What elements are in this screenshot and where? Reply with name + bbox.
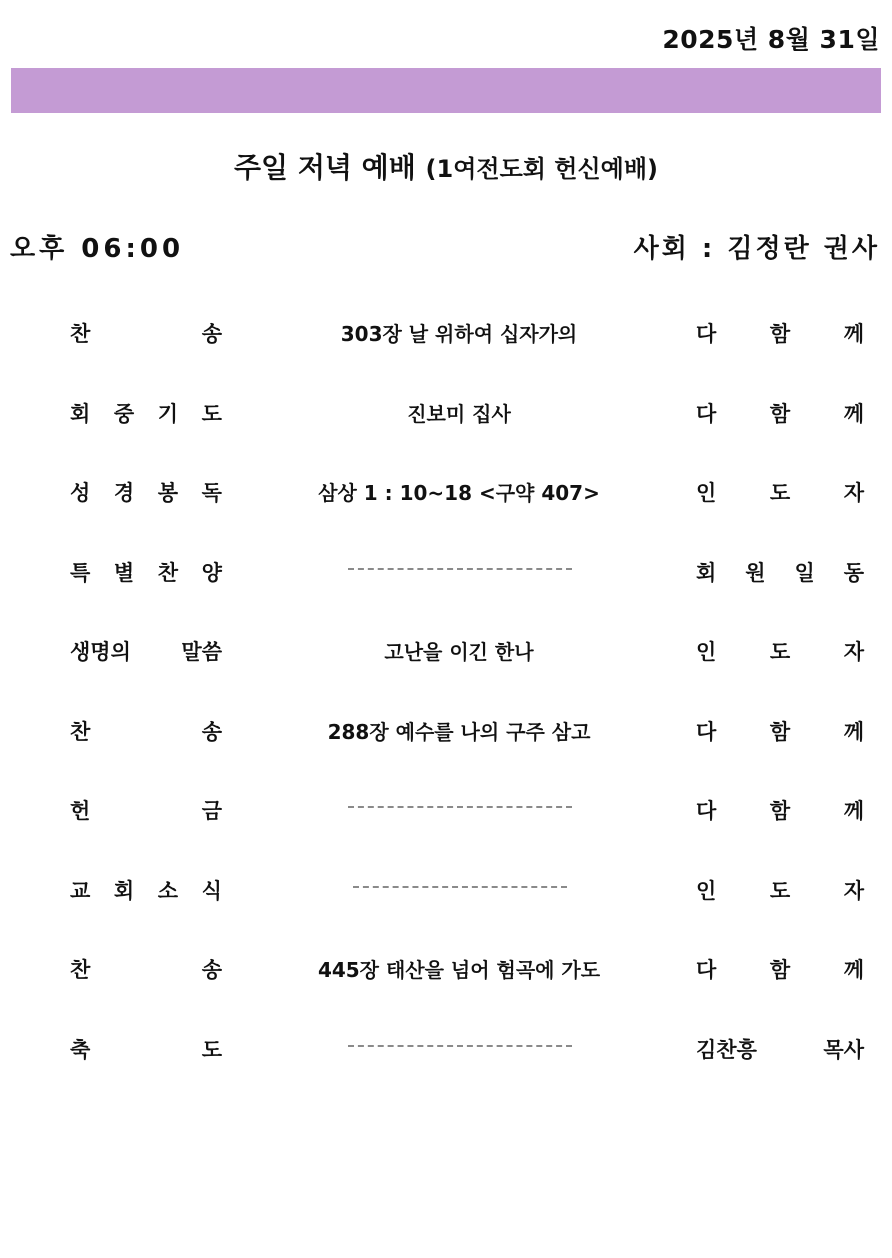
- item-label-part: 축: [70, 1037, 91, 1062]
- item-leader-part: 다: [696, 719, 717, 744]
- item-leader: [696, 795, 864, 825]
- item-leader-part: 목사: [823, 1037, 864, 1062]
- item-leader-part: 함: [769, 799, 791, 823]
- item-leader: [696, 954, 864, 984]
- item-label: [70, 954, 222, 984]
- page-title: [0, 146, 892, 186]
- item-leader: [696, 716, 864, 746]
- item-content: 288장 예수를 나의 구주 삼고: [327, 719, 591, 744]
- item-label-part: 찬: [70, 958, 91, 982]
- item-leader-part: 자: [843, 878, 864, 903]
- item-leader-part: 다: [696, 958, 717, 982]
- worship-item-row: [0, 549, 892, 589]
- item-content: 303장 날 위하여 십자가의: [340, 322, 578, 346]
- item-leader-part: 다: [696, 401, 717, 426]
- item-content: 진보미 집사: [407, 401, 511, 426]
- item-label-part: 특: [70, 560, 91, 585]
- item-label: [70, 398, 222, 428]
- item-label: [70, 636, 222, 666]
- item-leader: [696, 557, 864, 587]
- item-label-part: 헌: [70, 799, 91, 823]
- item-label: [70, 875, 222, 905]
- item-leader: [696, 875, 864, 905]
- item-label-part: 기: [157, 401, 179, 426]
- item-leader-part: 인: [696, 640, 717, 664]
- item-label-part: 회: [70, 401, 91, 426]
- item-label-part: 회: [113, 878, 135, 903]
- item-leader-part: 회: [696, 560, 717, 585]
- worship-item-row: [0, 390, 892, 430]
- item-leader: [696, 636, 864, 666]
- item-label-part: 도: [201, 1037, 222, 1062]
- item-label: [70, 716, 222, 746]
- item-leader-part: 도: [769, 640, 791, 664]
- worship-item-row: [0, 787, 892, 827]
- service-date: 2025년 8월 31일: [662, 25, 880, 54]
- item-label: [70, 477, 222, 507]
- item-label: [70, 1034, 222, 1064]
- item-leader-part: 께: [843, 401, 864, 426]
- title-main: 주일 저녁 예배: [233, 151, 416, 184]
- item-label-part: 찬: [70, 322, 91, 346]
- item-leader-part: 일: [794, 560, 815, 585]
- dashed-placeholder: [348, 1045, 572, 1047]
- worship-item-row: [0, 1026, 892, 1066]
- worship-item-row: [0, 946, 892, 986]
- item-leader-part: 인: [696, 481, 717, 505]
- item-leader-part: 자: [843, 640, 864, 664]
- item-content: 고난을 이긴 한나: [384, 640, 534, 664]
- service-time: 오후 06:00: [10, 234, 185, 264]
- item-leader-part: 다: [696, 322, 717, 346]
- item-label-part: 말씀: [181, 640, 222, 664]
- item-leader-part: 김찬흥: [696, 1037, 757, 1062]
- item-leader: [696, 398, 864, 428]
- item-label-part: 금: [201, 799, 222, 823]
- header-band: [11, 68, 881, 113]
- item-label-part: 교: [70, 878, 91, 903]
- item-leader-part: 께: [843, 958, 864, 982]
- item-leader-part: 도: [769, 481, 791, 505]
- item-label-part: 송: [201, 719, 222, 744]
- dashed-placeholder: [348, 806, 572, 808]
- item-leader: [696, 477, 864, 507]
- item-label-part: 송: [201, 322, 222, 346]
- item-label-part: 양: [201, 560, 222, 585]
- item-leader-part: 함: [769, 322, 791, 346]
- worship-item-row: [0, 310, 892, 350]
- item-leader: [696, 318, 864, 348]
- item-label-part: 봉: [157, 481, 179, 505]
- item-leader-part: 께: [843, 799, 864, 823]
- item-leader-part: 께: [843, 322, 864, 346]
- item-leader-part: 인: [696, 878, 717, 903]
- item-label-part: 별: [113, 560, 135, 585]
- service-host: 사회 : 김정란 권사: [633, 234, 880, 264]
- item-leader-part: 함: [769, 401, 791, 426]
- worship-item-row: [0, 628, 892, 668]
- item-leader-part: 원: [745, 560, 766, 585]
- dashed-placeholder: [353, 886, 567, 888]
- item-leader-part: 도: [769, 878, 791, 903]
- item-label-part: 경: [113, 481, 135, 505]
- item-leader-part: 함: [769, 958, 791, 982]
- item-content: 삼상 1 : 10~18 <구약 407>: [318, 481, 600, 505]
- title-sub: (1여전도회 헌신예배): [425, 155, 658, 183]
- item-leader-part: 자: [843, 481, 864, 505]
- item-leader-part: 다: [696, 799, 717, 823]
- item-label-part: 찬: [157, 560, 179, 585]
- dashed-placeholder: [348, 568, 572, 570]
- item-label-part: 도: [201, 401, 222, 426]
- item-label-part: 생명의: [70, 640, 131, 664]
- item-label-part: 식: [201, 878, 222, 903]
- item-label-part: 독: [201, 481, 222, 505]
- item-label-part: 소: [157, 878, 179, 903]
- item-leader-part: 동: [843, 560, 864, 585]
- worship-item-row: [0, 469, 892, 509]
- item-leader: [696, 1034, 864, 1064]
- item-label: [70, 557, 222, 587]
- item-label-part: 찬: [70, 719, 91, 744]
- item-label-part: 중: [113, 401, 135, 426]
- worship-item-row: [0, 867, 892, 907]
- item-label-part: 성: [70, 481, 91, 505]
- worship-item-row: [0, 708, 892, 748]
- item-content: 445장 태산을 넘어 험곡에 가도: [317, 958, 601, 982]
- item-label: [70, 318, 222, 348]
- item-label: [70, 795, 222, 825]
- item-leader-part: 께: [843, 719, 864, 744]
- item-label-part: 송: [201, 958, 222, 982]
- item-leader-part: 함: [769, 719, 791, 744]
